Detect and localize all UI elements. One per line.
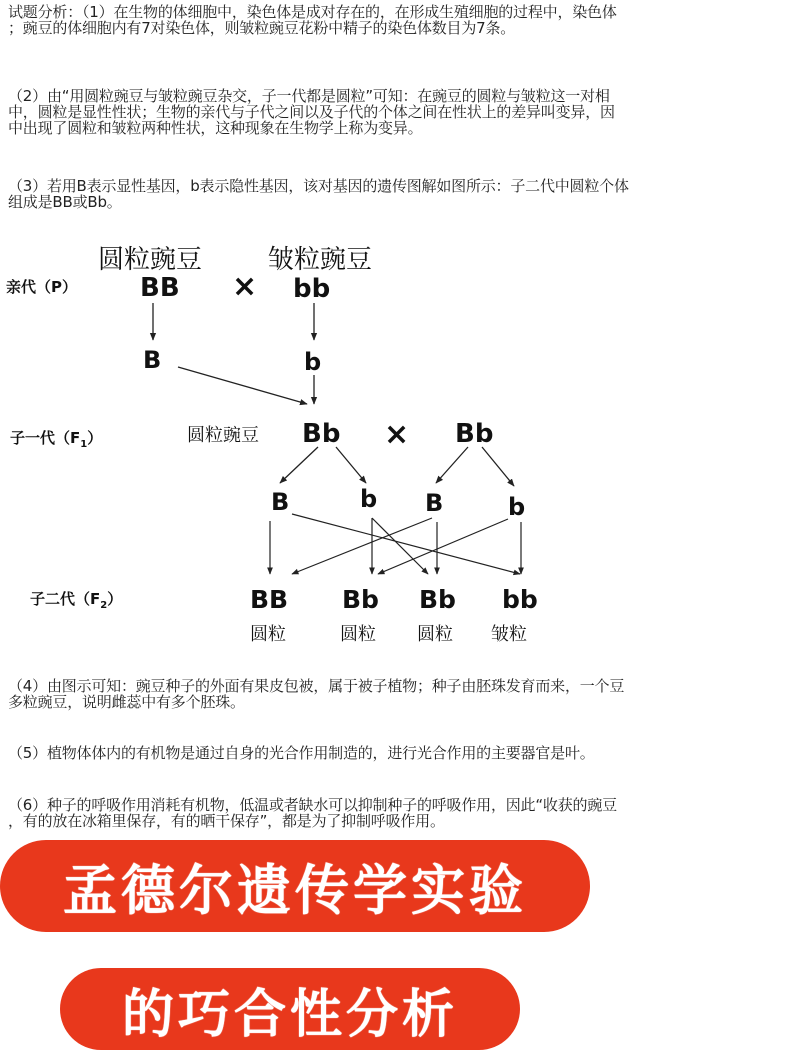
f1-genotype-right: Bb	[455, 419, 494, 449]
f1-genotype-left: Bb	[302, 419, 341, 449]
p-genotype-round: BB	[140, 273, 180, 303]
p-genotype-wrinkled: bb	[293, 274, 331, 304]
analysis-paragraph-6	[8, 797, 800, 829]
arrow-gamete1-to-f2-4	[292, 514, 520, 574]
p-gamete-round: B	[143, 346, 162, 374]
f1-cross-symbol: ×	[384, 417, 410, 452]
analysis-paragraph-3	[8, 178, 800, 210]
analysis-paragraph-5	[8, 745, 800, 761]
title-banner-line1-text: 孟德尔遗传学实验	[63, 858, 527, 922]
f2-genotype-1: BB	[250, 585, 289, 614]
p-gamete-wrinkled: b	[304, 348, 322, 376]
analysis-p2-line2: 中，圆粒是显性性状；生物的亲代与子代之间以及子代的个体之间在性状上的差异叫变异，因	[8, 103, 615, 121]
analysis-p6-line2: ，有的放在冰箱里保存，有的晒干保存”，都是为了抑制呼吸作用。	[8, 812, 445, 830]
title-banner-line2-text: 的巧合性分析	[121, 984, 458, 1045]
arrow-gamete3-to-f2-1	[292, 518, 432, 574]
arrow-f1-right-to-b	[482, 447, 514, 486]
f1-phenotype: 圆粒豌豆	[187, 425, 259, 446]
arrow-f1-left-to-b	[336, 447, 366, 483]
analysis-p2-line3: 中出现了圆粒和皱粒两种性状，这种现象在生物学上称为变异。	[8, 119, 423, 137]
analysis-p5-line1: （5）植物体体内的有机物是通过自身的光合作用制造的，进行光合作用的主要器官是叶。	[8, 744, 595, 762]
title-banner-line2	[60, 968, 520, 1050]
f2-phenotype-2: 圆粒	[340, 624, 376, 645]
analysis-paragraph-2	[8, 88, 800, 136]
p-cross-symbol: ×	[232, 269, 258, 304]
arrow-f1-left-to-B	[280, 447, 318, 483]
parent-wrinkled-label: 皱粒豌豆	[268, 245, 373, 275]
f2-genotype-3: Bb	[419, 585, 456, 614]
f1-gamete-2: b	[360, 485, 378, 513]
analysis-p4-line2: 多粒豌豆，说明雌蕊中有多个胚珠。	[8, 693, 245, 711]
parent-round-label: 圆粒豌豆	[98, 245, 203, 275]
analysis-p1-line1: 试题分析：（1）在生物的体细胞中，染色体是成对存在的，在形成生殖细胞的过程中，染色体	[8, 3, 617, 21]
analysis-p1-line2: ；豌豆的体细胞内有7对染色体，则皱粒豌豆花粉中精子的染色体数目为7条。	[8, 19, 516, 37]
f2-genotype-4: bb	[502, 585, 538, 614]
analysis-p2-line1: （2）由“用圆粒豌豆与皱粒豌豆杂交，子一代都是圆粒”可知：在豌豆的圆粒与皱粒这一对相	[8, 87, 610, 105]
analysis-p6-line1: （6）种子的呼吸作用消耗有机物，低温或者缺水可以抑制种子的呼吸作用，因此“收获的豌豆	[8, 796, 617, 814]
arrow-gamete-round-to-f1	[178, 367, 307, 404]
f1-gamete-1: B	[271, 488, 290, 516]
title-banner-line1	[0, 840, 590, 932]
arrow-gamete2-to-f2-3	[372, 518, 428, 574]
analysis-p4-line1: （4）由图示可知：豌豆种子的外面有果皮包被，属于被子植物；种子由胚珠发育而来，一个豆	[8, 677, 625, 695]
analysis-p3-line1: （3）若用B表示显性基因，b表示隐性基因，该对基因的遗传图解如图所示：子二代中圆粒个体	[8, 177, 629, 195]
generation-f1-label: 子一代$(F_1)$	[10, 429, 103, 450]
f2-phenotype-4: 皱粒	[491, 624, 527, 645]
analysis-paragraph-1	[8, 4, 800, 36]
f1-gamete-3: B	[425, 489, 444, 517]
generation-f2-label: 子二代$(F_2)$	[30, 590, 123, 611]
arrow-f1-right-to-B	[436, 447, 468, 483]
f1-gamete-4: b	[508, 493, 526, 521]
f2-phenotype-1: 圆粒	[250, 624, 286, 645]
analysis-p3-line2: 组成是BB或Bb。	[8, 193, 122, 211]
inheritance-diagram	[0, 232, 800, 652]
analysis-paragraph-4	[8, 678, 800, 710]
generation-p-label: 亲代（P）	[6, 278, 77, 296]
f2-phenotype-3: 圆粒	[417, 624, 453, 645]
f2-genotype-2: Bb	[342, 585, 379, 614]
